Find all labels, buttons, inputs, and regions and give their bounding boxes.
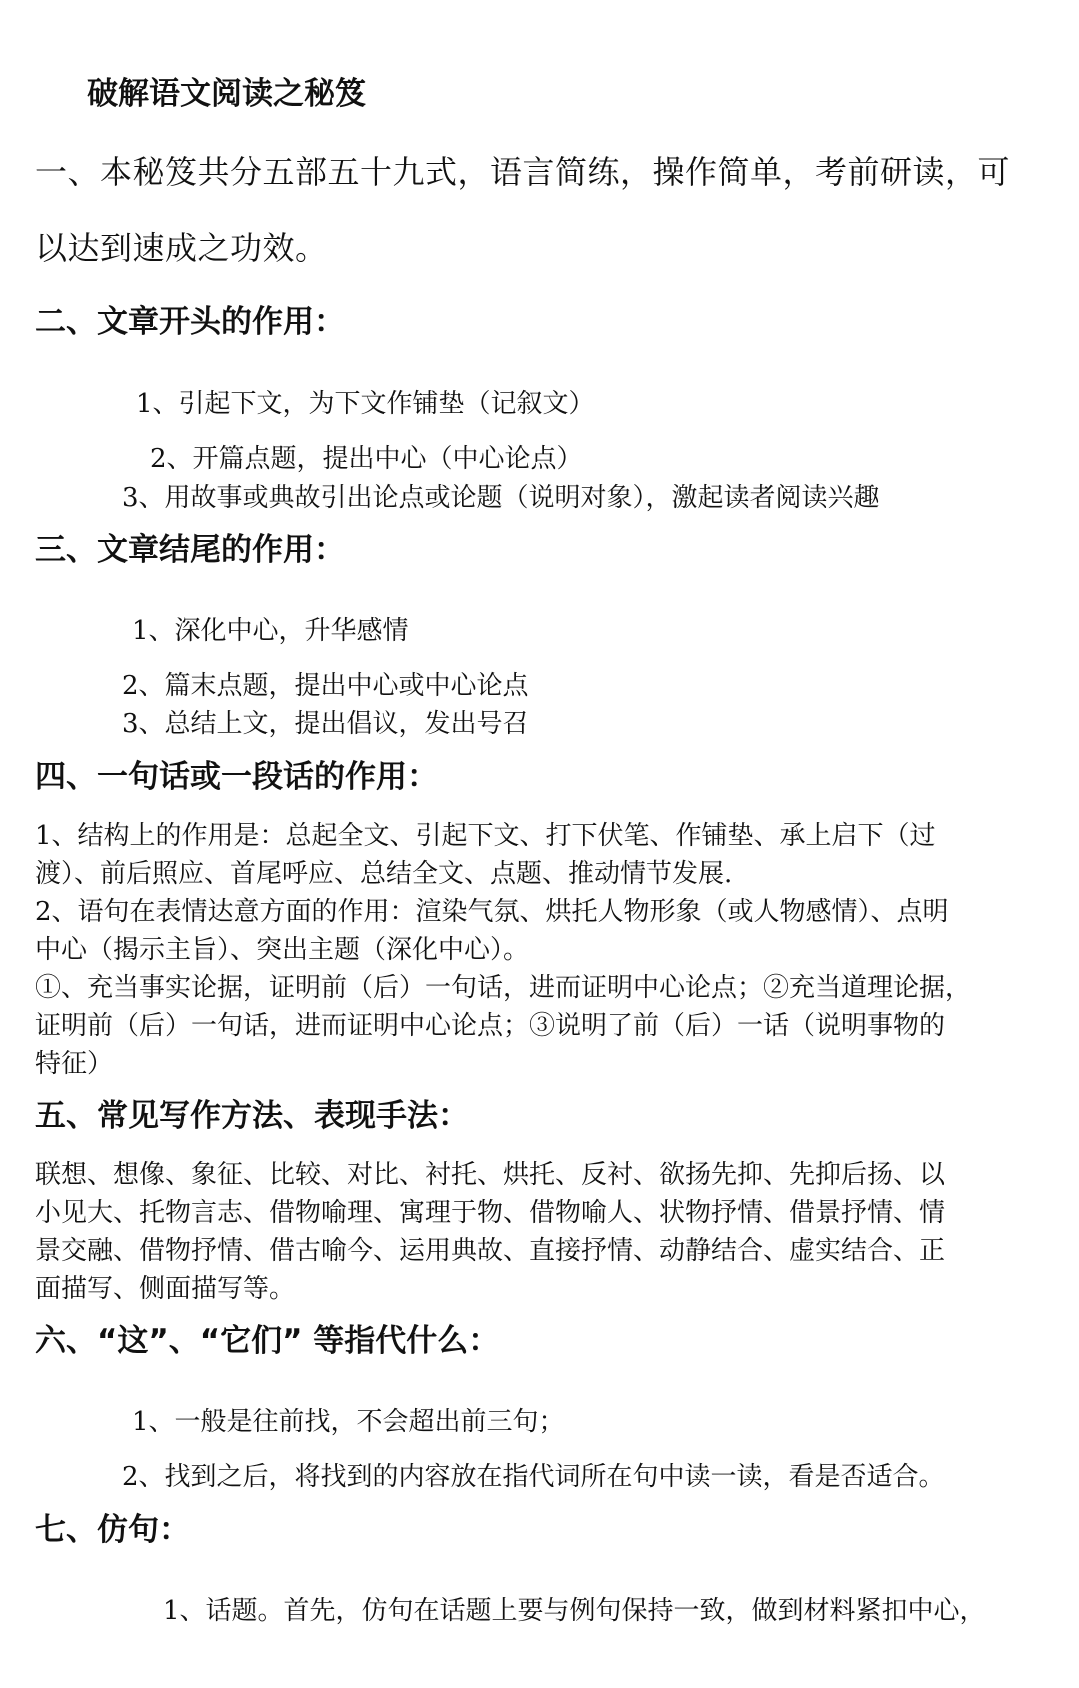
section-3-heading: 三、文章结尾的作用： <box>35 532 345 568</box>
section-3-item-1: 1、深化中心，升华感情 <box>132 616 409 646</box>
section-4-line-4: 中心（揭示主旨）、突出主题（深化中心）。 <box>35 935 530 965</box>
section-2-item-3: 3、用故事或典故引出论点或论题（说明对象），激起读者阅读兴趣 <box>122 483 880 513</box>
section-6-heading: 六、“这”、“它们” 等指代什么： <box>35 1323 500 1359</box>
section-2-item-1: 1、引起下文，为下文作铺垫（记叙文） <box>136 389 595 419</box>
section-5-line-2: 小见大、托物言志、借物喻理、寓理于物、借物喻人、状物抒情、借景抒情、情 <box>35 1198 946 1228</box>
section-2-item-2: 2、开篇点题，提出中心（中心论点） <box>150 444 583 474</box>
intro-line-2: 以达到速成之功效。 <box>35 229 328 267</box>
section-5-line-1: 联想、想像、象征、比较、对比、衬托、烘托、反衬、欲扬先抑、先抑后扬、以 <box>35 1160 946 1190</box>
document-title: 破解语文阅读之秘笈 <box>87 76 366 112</box>
section-5-line-4: 面描写、侧面描写等。 <box>35 1274 296 1304</box>
section-6-item-2: 2、找到之后，将找到的内容放在指代词所在句中读一读，看是否适合。 <box>122 1462 945 1492</box>
section-7-heading: 七、仿句： <box>35 1512 190 1548</box>
section-2-heading: 二、文章开头的作用： <box>35 304 345 340</box>
section-7-item-1: 1、话题。首先，仿句在话题上要与例句保持一致，做到材料紧扣中心， <box>163 1596 986 1626</box>
section-4-line-3: 2、语句在表情达意方面的作用：渲染气氛、烘托人物形象（或人物感情）、点明 <box>35 897 949 927</box>
section-3-item-3: 3、总结上文，提出倡议，发出号召 <box>122 709 529 739</box>
section-5-heading: 五、常见写作方法、表现手法： <box>35 1098 469 1134</box>
section-4-line-2: 渡）、前后照应、首尾呼应、总结全文、点题、推动情节发展. <box>35 859 733 889</box>
intro-line-1: 一、本秘笈共分五部五十九式，语言简练，操作简单，考前研读，可 <box>35 153 1011 191</box>
section-5-line-3: 景交融、借物抒情、借古喻今、运用典故、直接抒情、动静结合、虚实结合、正 <box>35 1236 946 1266</box>
section-4-line-6: 证明前（后）一句话，进而证明中心论点；③说明了前（后）一话（说明事物的 <box>35 1011 946 1041</box>
section-4-line-5: ①、充当事实论据，证明前（后）一句话，进而证明中心论点；②充当道理论据， <box>35 973 972 1003</box>
section-4-line-7: 特征） <box>35 1049 114 1079</box>
section-4-heading: 四、一句话或一段话的作用： <box>35 759 438 795</box>
section-4-line-1: 1、结构上的作用是：总起全文、引起下文、打下伏笔、作铺垫、承上启下（过 <box>35 821 936 851</box>
section-3-item-2: 2、篇末点题，提出中心或中心论点 <box>122 671 529 701</box>
section-6-item-1: 1、一般是往前找，不会超出前三句； <box>132 1407 565 1437</box>
